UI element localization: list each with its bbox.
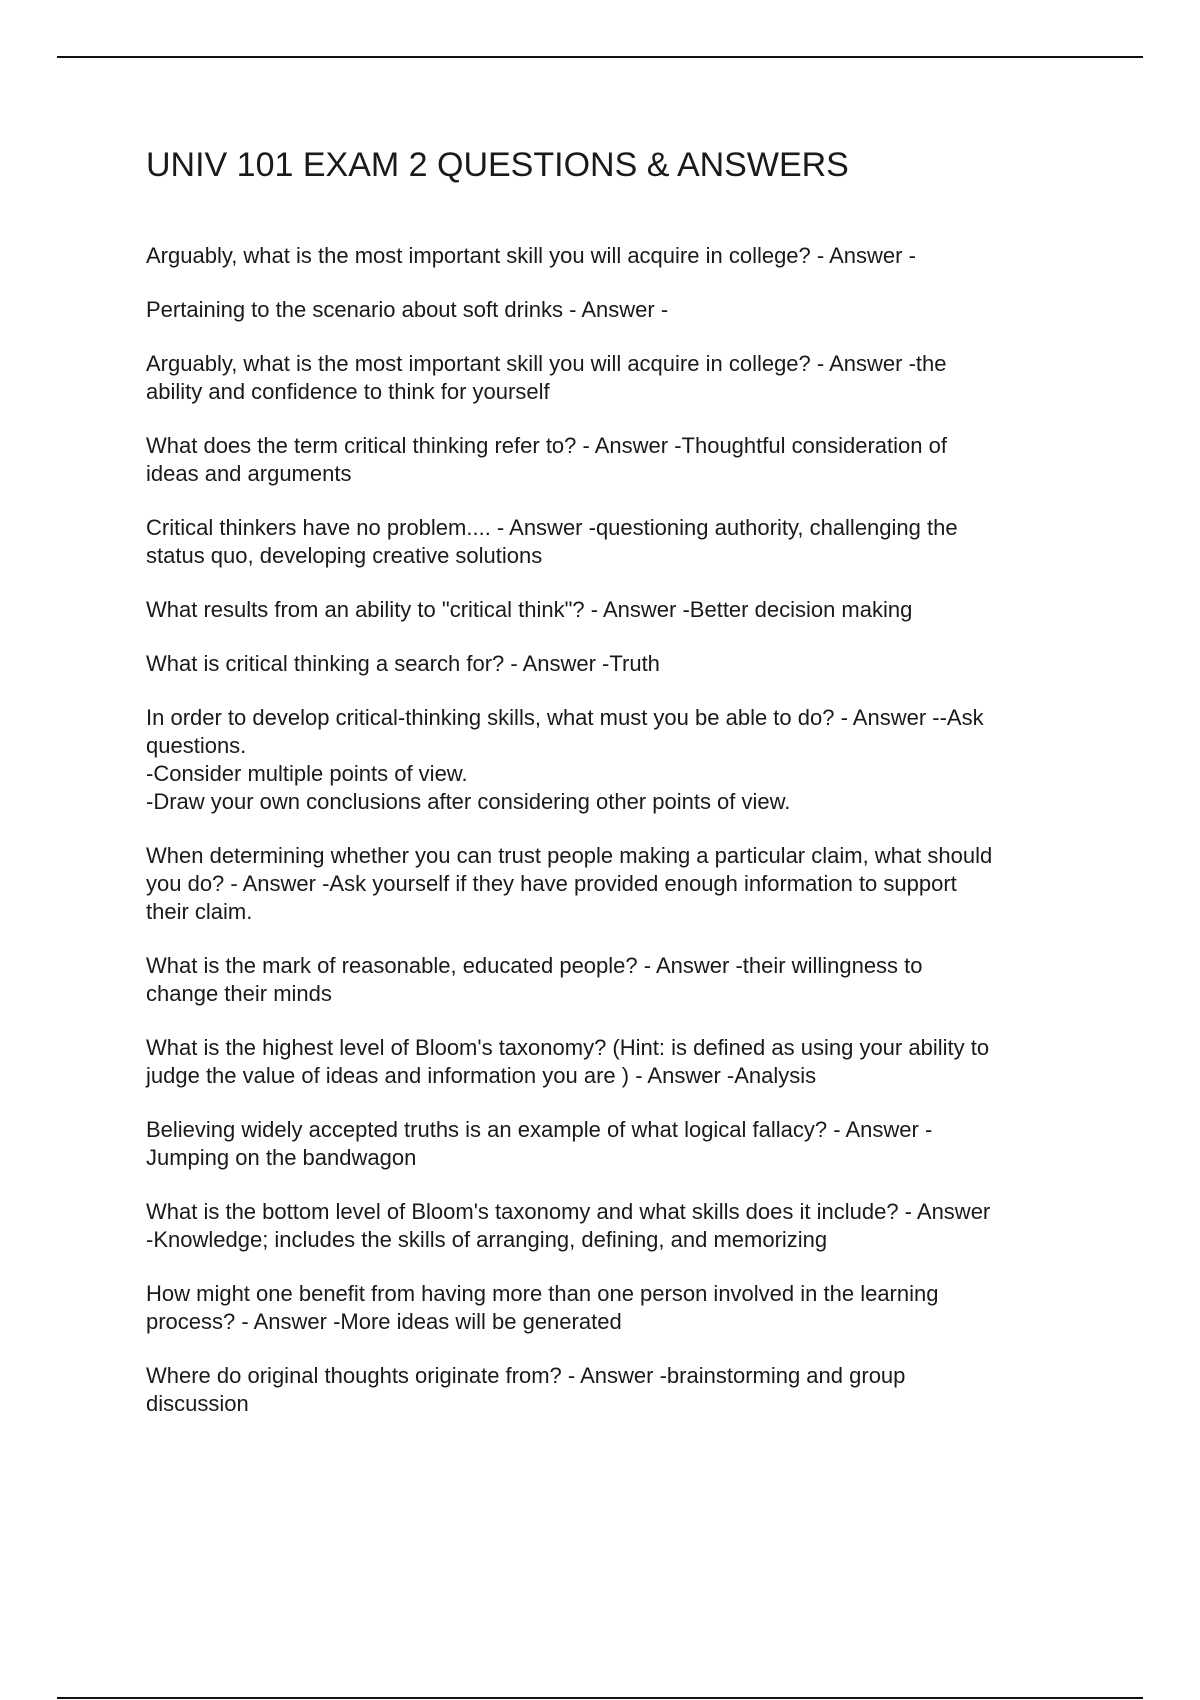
qa-list (146, 242, 1086, 1444)
qa-item: What results from an ability to "critical think"? - Answer -Better decision making (146, 597, 913, 622)
qa-item: Pertaining to the scenario about soft drinks - Answer - (146, 297, 669, 322)
qa-item: What is the bottom level of Bloom's taxonomy and what skills does it include? - Answer -Knowledge; includes the skills of arranging, defining, and memorizing (146, 1199, 991, 1252)
header-divider (57, 56, 1143, 58)
qa-item: Critical thinkers have no problem.... - Answer -questioning authority, challenging the status quo, developing creative solutions (146, 515, 958, 568)
qa-item: How might one benefit from having more than one person involved in the learning process? - Answer -More ideas will be generated (146, 1281, 939, 1334)
qa-item: Arguably, what is the most important skill you will acquire in college? - Answer -the ability and confidence to think for yourself (146, 351, 947, 404)
footer-divider (57, 1697, 1143, 1699)
qa-item: What is the highest level of Bloom's taxonomy? (Hint: is defined as using your ability to judge the value of ideas and information you are ) - Answer -Analysis (146, 1035, 990, 1088)
qa-item: What does the term critical thinking refer to? - Answer -Thoughtful consideration of ideas and arguments (146, 433, 947, 486)
qa-item: Arguably, what is the most important skill you will acquire in college? - Answer - (146, 243, 916, 268)
qa-item: What is the mark of reasonable, educated people? - Answer -their willingness to change their minds (146, 953, 923, 1006)
document-title: UNIV 101 EXAM 2 QUESTIONS & ANSWERS (146, 146, 849, 184)
qa-item: In order to develop critical-thinking skills, what must you be able to do? - Answer --Ask questions. -Consider multiple points of view. -Draw your own conclusions after considering other points of view. (146, 705, 984, 814)
qa-item: Where do original thoughts originate from? - Answer -brainstorming and group discussion (146, 1363, 906, 1416)
qa-item: Believing widely accepted truths is an example of what logical fallacy? - Answer - Jumping on the bandwagon (146, 1117, 933, 1170)
qa-item: What is critical thinking a search for? - Answer -Truth (146, 651, 660, 676)
qa-item: When determining whether you can trust people making a particular claim, what should you do? - Answer -Ask yourself if they have provided enough information to support their claim. (146, 843, 993, 924)
